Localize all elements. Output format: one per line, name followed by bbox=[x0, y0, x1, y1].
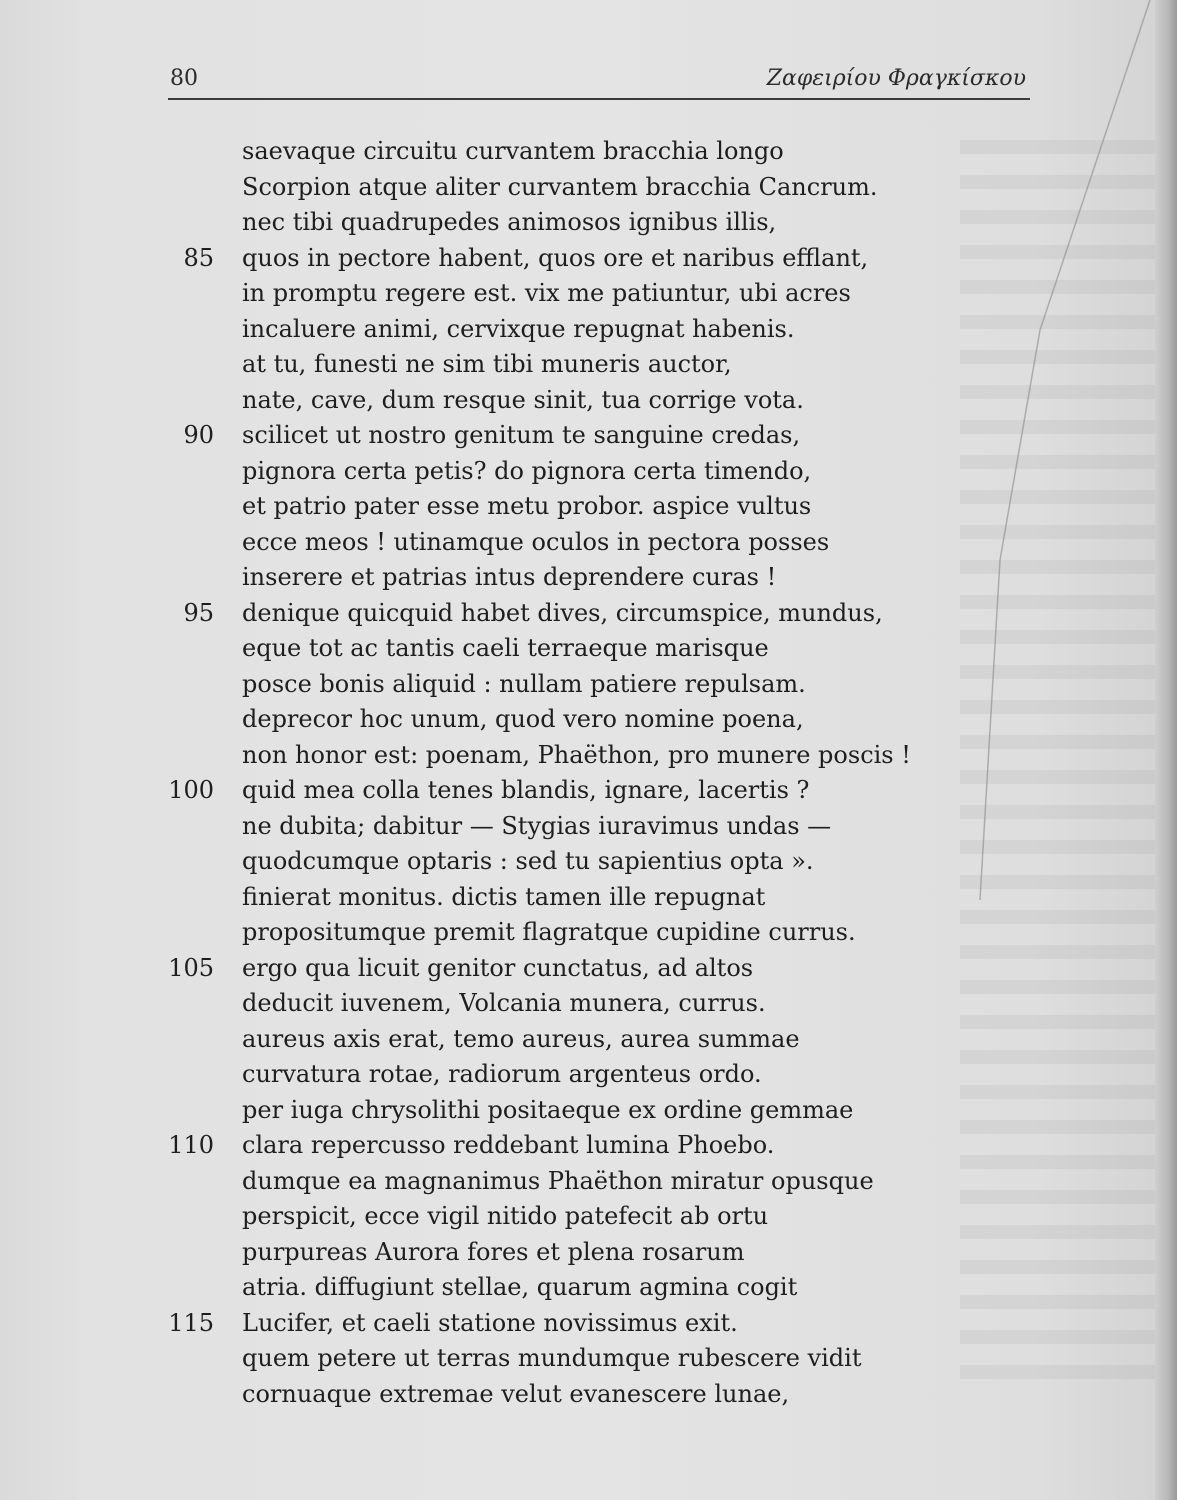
verse-line bbox=[0, 560, 1000, 596]
verse-line bbox=[0, 738, 1000, 774]
verse-line bbox=[0, 1093, 1000, 1129]
page-number: 80 bbox=[170, 66, 198, 91]
line-number: 90 bbox=[183, 421, 214, 449]
verse-line bbox=[0, 1057, 1000, 1093]
verse-line bbox=[0, 383, 1000, 419]
verse-text: ne dubita; dabitur — Stygias iuravimus undas — bbox=[242, 811, 832, 840]
verse-text: nec tibi quadrupedes animosos ignibus illis, bbox=[242, 208, 777, 236]
verse-text: Lucifer, et caeli statione novissimus exit. bbox=[242, 1308, 738, 1337]
verse-line bbox=[0, 702, 1000, 738]
verse-line bbox=[0, 347, 1000, 383]
verse-line bbox=[0, 951, 1000, 987]
line-number: 110 bbox=[168, 1131, 214, 1159]
verse-text: purpureas Aurora fores et plena rosarum bbox=[242, 1237, 745, 1266]
verse-text: aureus axis erat, temo aureus, aurea summae bbox=[242, 1024, 800, 1053]
verse-line bbox=[0, 1164, 1000, 1200]
verse-line bbox=[0, 489, 1000, 525]
verse-text: non honor est: poenam, Phaëthon, pro munere poscis ! bbox=[242, 740, 911, 769]
line-number: 95 bbox=[183, 598, 214, 627]
verse-text: per iuga chrysolithi positaeque ex ordine gemmae bbox=[242, 1095, 854, 1124]
verse-line bbox=[0, 1270, 1000, 1306]
page-header bbox=[168, 62, 1030, 100]
page-edge-shadow bbox=[1155, 0, 1177, 1500]
verse-text: denique quicquid habet dives, circumspice, mundus, bbox=[242, 598, 883, 627]
line-number: 115 bbox=[168, 1308, 214, 1337]
poem-text bbox=[0, 134, 1000, 1412]
verse-text: incaluere animi, cervixque repugnat habenis. bbox=[242, 314, 795, 343]
verse-line bbox=[0, 1022, 1000, 1058]
verse-text: quos in pectore habent, quos ore et naribus efflant, bbox=[242, 243, 869, 272]
verse-text: quem petere ut terras mundumque rubescere vidit bbox=[242, 1344, 862, 1372]
verse-line bbox=[0, 631, 1000, 667]
verse-line bbox=[0, 667, 1000, 703]
verse-line bbox=[0, 170, 1000, 206]
verse-line bbox=[0, 312, 1000, 348]
verse-line bbox=[0, 986, 1000, 1022]
verse-text: inserere et patrias intus deprendere curas ! bbox=[242, 563, 777, 591]
verse-line bbox=[0, 454, 1000, 490]
verse-line bbox=[0, 1128, 1000, 1164]
verse-text: scilicet ut nostro genitum te sanguine credas, bbox=[242, 421, 801, 449]
verse-line bbox=[0, 596, 1000, 632]
verse-text: dumque ea magnanimus Phaëthon miratur opusque bbox=[242, 1166, 874, 1195]
verse-text: posce bonis aliquid : nullam patiere repulsam. bbox=[242, 669, 806, 698]
verse-text: in promptu regere est. vix me patiuntur, ubi acres bbox=[242, 279, 851, 307]
verse-text: et patrio pater esse metu probor. aspice vultus bbox=[242, 492, 812, 520]
running-head: Ζαφειρίου Φραγκίσκου bbox=[766, 66, 1026, 91]
verse-text: deducit iuvenem, Volcania munera, currus. bbox=[242, 989, 766, 1017]
verse-text: propositumque premit flagratque cupidine currus. bbox=[242, 918, 856, 946]
line-number: 85 bbox=[183, 243, 214, 272]
verse-line bbox=[0, 134, 1000, 170]
verse-text: cornuaque extremae velut evanescere lunae, bbox=[242, 1379, 790, 1408]
verse-text: at tu, funesti ne sim tibi muneris auctor, bbox=[242, 350, 732, 378]
verse-text: clara repercusso reddebant lumina Phoebo. bbox=[242, 1131, 775, 1159]
verse-text: quid mea colla tenes blandis, ignare, lacertis ? bbox=[242, 776, 810, 804]
verse-line bbox=[0, 844, 1000, 880]
verse-line bbox=[0, 1306, 1000, 1342]
verse-text: perspicit, ecce vigil nitido patefecit ab ortu bbox=[242, 1202, 769, 1230]
verse-line bbox=[0, 1341, 1000, 1377]
line-number: 100 bbox=[168, 776, 214, 804]
verse-text: quodcumque optaris : sed tu sapientius opta ». bbox=[242, 847, 814, 875]
verse-line bbox=[0, 880, 1000, 916]
verse-line bbox=[0, 276, 1000, 312]
verse-text: atria. diffugiunt stellae, quarum agmina cogit bbox=[242, 1273, 798, 1301]
verse-line bbox=[0, 241, 1000, 277]
verse-line bbox=[0, 1377, 1000, 1413]
verse-text: finierat monitus. dictis tamen ille repugnat bbox=[242, 882, 766, 911]
verse-line bbox=[0, 1235, 1000, 1271]
verse-text: deprecor hoc unum, quod vero nomine poena, bbox=[242, 705, 804, 733]
verse-line bbox=[0, 205, 1000, 241]
verse-line bbox=[0, 915, 1000, 951]
verse-text: ergo qua licuit genitor cunctatus, ad altos bbox=[242, 953, 754, 982]
verse-text: pignora certa petis? do pignora certa timendo, bbox=[242, 456, 812, 485]
verse-text: Scorpion atque aliter curvantem bracchia Cancrum. bbox=[242, 172, 878, 201]
verse-text: eque tot ac tantis caeli terraeque marisque bbox=[242, 634, 769, 662]
verse-text: saevaque circuitu curvantem bracchia longo bbox=[242, 137, 784, 165]
verse-text: nate, cave, dum resque sinit, tua corrige vota. bbox=[242, 385, 804, 414]
verse-text: curvatura rotae, radiorum argenteus ordo. bbox=[242, 1060, 762, 1088]
verse-line bbox=[0, 418, 1000, 454]
verse-line bbox=[0, 773, 1000, 809]
verse-line bbox=[0, 809, 1000, 845]
verse-line bbox=[0, 1199, 1000, 1235]
verse-line bbox=[0, 525, 1000, 561]
line-number: 105 bbox=[168, 953, 214, 982]
verse-text: ecce meos ! utinamque oculos in pectora posses bbox=[242, 527, 830, 556]
